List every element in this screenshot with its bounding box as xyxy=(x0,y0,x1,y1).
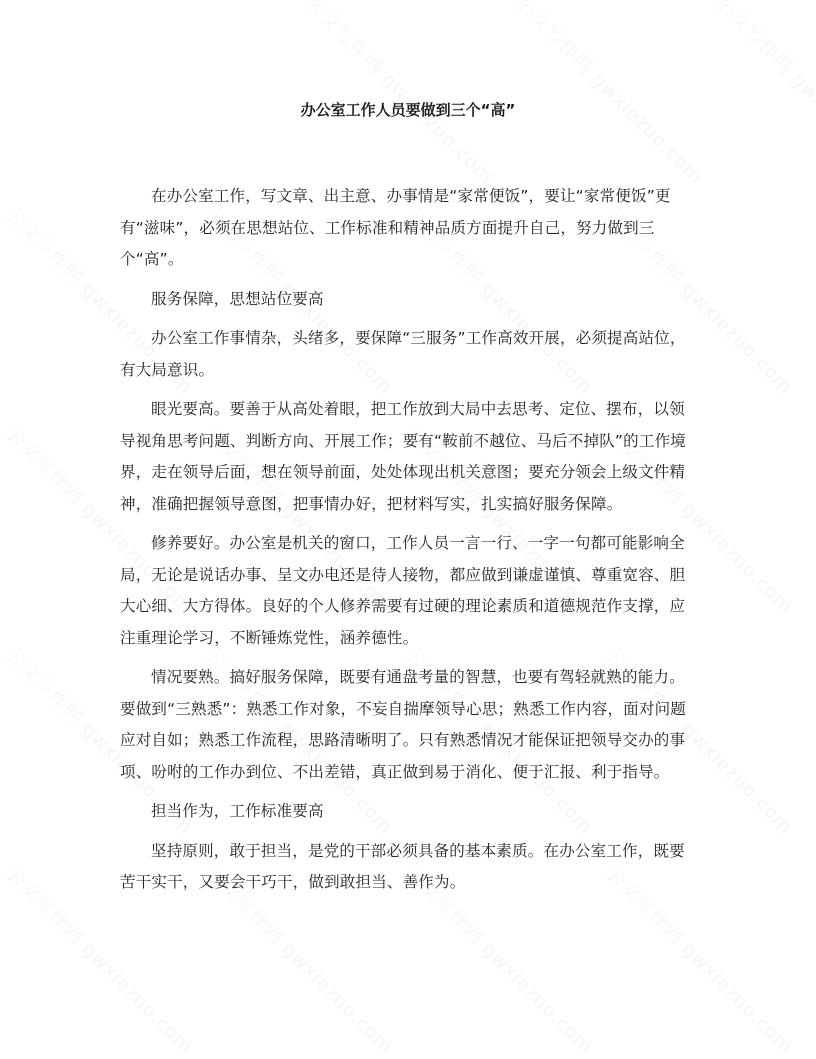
paragraph-vision: 眼光要高。要善于从高处着眼，把工作放到大局中去思考、定位、摆布，以领导视角思考问题、判断方向、开展工作；要有“鞍前不越位、马后不掉队”的工作境界，走在领导后面，想在领导前面，处处体现出机关意图；要充分领会上级文件精神，准确把握领导意图，把事情办好，把材料写实，扎实搞好服务保障。 xyxy=(120,400,686,513)
paragraph-cultivation: 修养要好。办公室是机关的窗口，工作人员一言一行、一字一句都可能影响全局，无论是说话办事、呈文办电还是待人接物，都应做到谦虚谨慎、尊重宽容、胆大心细、大方得体。良好的个人修养需要有过硬的理论素质和道德规范作支撑，应注重理论学习，不断锤炼党性，涵养德性。 xyxy=(120,534,686,647)
document-body xyxy=(120,181,697,907)
paragraph-principle: 坚持原则，敢于担当，是党的干部必须具备的基本素质。在办公室工作，既要苦干实干，又要会干巧干，做到敢担当、善作为。 xyxy=(120,841,685,891)
paragraph-familiarity: 情况要熟。搞好服务保障，既要有通盘考量的智慧，也要有驾轻就熟的能力。要做到“三熟悉”：熟悉工作对象，不妄自揣摩领导心思；熟悉工作内容，面对问题应对自如；熟悉工作流程，思路清晰明了。只有熟悉情况才能保证把领导交办的事项、吩咐的工作办到位、不出差错，真正做到易于消化、便于汇报、利于指导。 xyxy=(120,668,686,781)
section-heading-service: 服务保障，思想站位要高 xyxy=(151,289,324,308)
section-heading-responsibility: 担当作为，工作标准要高 xyxy=(151,802,324,820)
paragraph-service-overview: 办公室工作事情杂，头绪多，要保障“三服务”工作高效开展，必须提高站位，有大局意识。 xyxy=(120,329,686,379)
paragraph-intro: 在办公室工作，写文章、出主意、办事情是“家常便饭”，要让“家常便饭”更有“滋味”，必须在思想站位、工作标准和精神品质方面提升自己，努力做到三个“高”。 xyxy=(120,187,671,268)
document-title: 办公室工作人员要做到三个“高” xyxy=(300,101,516,119)
